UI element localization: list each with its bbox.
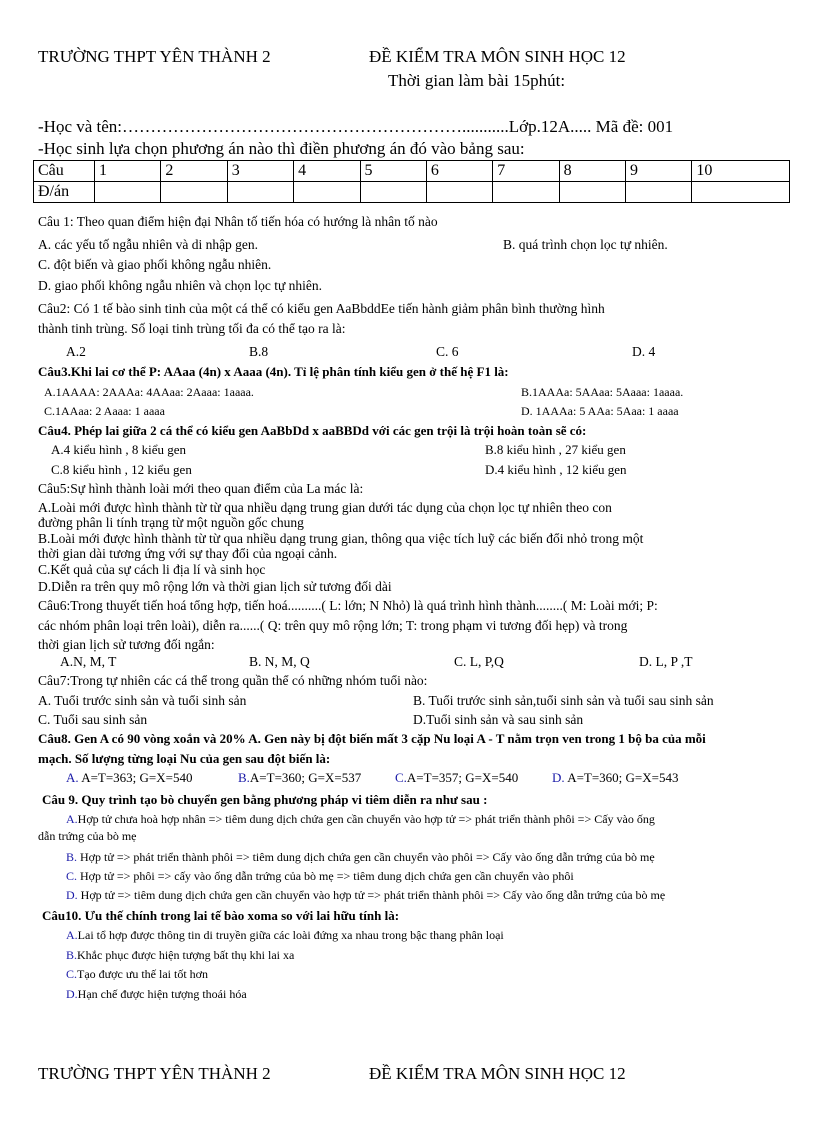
q7-option-c: C. Tuổi sau sinh sản bbox=[38, 712, 148, 727]
q9-option-b bbox=[66, 850, 655, 865]
answer-table bbox=[33, 160, 790, 203]
answer-cell[interactable] bbox=[95, 182, 161, 203]
q8-stem-line1: Câu8. Gen A có 90 vòng xoắn và 20% A. Gen này bị đột biến mất 3 cặp Nu loại A - T nằm trọn ven trong 1 bộ ba của mỗi bbox=[38, 731, 706, 746]
q4-option-b: B.8 kiểu hình , 27 kiểu gen bbox=[485, 442, 626, 457]
question-number: 4 bbox=[294, 161, 360, 182]
option-key: D. bbox=[66, 987, 78, 1001]
q6-option-d: D. L, P ,T bbox=[639, 654, 693, 669]
option-text: Hợp tử => tiêm dung dịch chứa gen cần chuyển vào hợp tử => phát triển thành phôi => Cấy vào ống dẫn trứng của bò mẹ bbox=[80, 888, 666, 902]
option-key: A. bbox=[66, 770, 79, 785]
q1-option-a: A. các yếu tố ngẫu nhiên và di nhập gen. bbox=[38, 237, 259, 252]
option-key: B. bbox=[66, 948, 78, 962]
question-number: 6 bbox=[426, 161, 492, 182]
q2-option-b: B.8 bbox=[249, 344, 269, 359]
option-key: B. bbox=[66, 850, 78, 864]
q9-option-d bbox=[66, 888, 665, 903]
question-number: 8 bbox=[559, 161, 625, 182]
q9-option-c bbox=[66, 869, 574, 884]
q8-option-c bbox=[395, 770, 518, 786]
option-key: C. bbox=[66, 967, 78, 981]
option-text: Lai tổ hợp được thông tin di truyền giữa các loài đứng xa nhau trong bậc thang phân loại bbox=[77, 928, 504, 942]
exam-title: ĐỀ KIỂM TRA MÔN SINH HỌC 12 bbox=[369, 47, 626, 66]
row-header: Câu bbox=[34, 161, 95, 182]
q3-option-c: C.1AAaa: 2 Aaaa: 1 aaaa bbox=[44, 404, 165, 418]
footer-exam-title: ĐỀ KIỂM TRA MÔN SINH HỌC 12 bbox=[369, 1064, 626, 1083]
table-row bbox=[34, 182, 790, 203]
q3-option-d: D. 1AAAa: 5 AAa: 5Aaa: 1 aaaa bbox=[521, 404, 679, 418]
q1-option-d: D. giao phối không ngẫu nhiên và chọn lọc tự nhiên. bbox=[38, 278, 323, 293]
q5-option-a-line2: đường phân li tính trạng từ một nguồn gốc chung bbox=[38, 515, 304, 530]
q9-option-a-line1 bbox=[66, 812, 655, 827]
q10-stem: Câu10. Ưu thế chính trong lai tế bào xoma so với lai hữu tính là: bbox=[42, 908, 400, 923]
answer-cell[interactable] bbox=[360, 182, 426, 203]
question-number: 9 bbox=[626, 161, 692, 182]
q7-stem: Câu7:Trong tự nhiên các cá thể trong quần thể có những nhóm tuổi nào: bbox=[38, 673, 428, 688]
answer-cell[interactable] bbox=[161, 182, 227, 203]
q5-option-c: C.Kết quả của sự cách li địa lí và sinh học bbox=[38, 562, 266, 577]
question-number: 2 bbox=[161, 161, 227, 182]
option-text: Hợp tử chưa hoà hợp nhân => tiêm dung dịch chứa gen cần chuyển vào hợp tử => phát triển thành phôi => Cấy vào ống bbox=[77, 812, 655, 826]
q1-option-b: B. quá trình chọn lọc tự nhiên. bbox=[503, 237, 668, 252]
answer-cell[interactable] bbox=[559, 182, 625, 203]
school-name: TRƯỜNG THPT YÊN THÀNH 2 bbox=[38, 47, 271, 66]
option-text: Hợp tử => phát triển thành phôi => tiêm dung dịch chứa gen cần chuyển vào phôi => Cấy vào ống dẫn trứng của bò mẹ bbox=[80, 850, 655, 864]
q5-option-d: D.Diễn ra trên quy mô rộng lớn và thời gian lịch sử tương đối dài bbox=[38, 579, 392, 594]
q8-option-b bbox=[238, 770, 361, 786]
q5-option-b-line1: B.Loài mới được hình thành từ từ qua nhiều dạng trung gian, thông qua việc tích luỹ các biến đổi nhỏ trong một bbox=[38, 531, 644, 546]
q6-stem-line3: thời gian lịch sử tương đối ngắn: bbox=[38, 637, 215, 652]
q3-option-a: A.1AAAA: 2AAAa: 4AAaa: 2Aaaa: 1aaaa. bbox=[44, 385, 254, 399]
question-number: 7 bbox=[493, 161, 559, 182]
q4-stem: Câu4. Phép lai giữa 2 cá thể có kiểu gen AaBbDd x aaBBDd với các gen trội là trội hoàn toàn sẽ có: bbox=[38, 423, 587, 438]
answer-cell[interactable] bbox=[493, 182, 559, 203]
option-text: A=T=363; G=X=540 bbox=[81, 770, 193, 785]
option-text: A=T=360; G=X=543 bbox=[567, 770, 679, 785]
q5-option-a-line1: A.Loài mới được hình thành từ từ qua nhiều dạng trung gian dưới tác dụng của chọn lọc tự nhiên theo con bbox=[38, 500, 612, 515]
q7-option-b: B. Tuổi trước sinh sản,tuổi sinh sản và tuổi sau sinh sản bbox=[413, 693, 714, 708]
question-number: 10 bbox=[692, 161, 790, 182]
student-name-line: -Học và tên:……………………………………………………...........Lớp.12A..... Mã đề: 001 bbox=[38, 117, 674, 136]
option-key: A. bbox=[66, 812, 78, 826]
question-number: 3 bbox=[227, 161, 293, 182]
q3-stem: Câu3.Khi lai cơ thể P: AAaa (4n) x Aaaa (4n). Tỉ lệ phân tính kiểu gen ở thế hệ F1 là: bbox=[38, 364, 509, 379]
option-text: Hợp tử => phôi => cấy vào ống dẫn trứng của bò mẹ => tiêm dung dịch chứa gen cần chuyển vào phôi bbox=[80, 869, 574, 883]
q7-option-d: D.Tuổi sinh sản và sau sinh sản bbox=[413, 712, 584, 727]
option-text: Khắc phục được hiện tượng bất thụ khi lai xa bbox=[77, 948, 295, 962]
q2-option-d: D. 4 bbox=[632, 344, 656, 359]
instruction: -Học sinh lựa chọn phương án nào thì điền phương án đó vào bảng sau: bbox=[38, 139, 525, 158]
q9-option-a-line2: dẫn trứng của bò mẹ bbox=[38, 829, 137, 843]
option-key: D. bbox=[66, 888, 78, 902]
q2-stem-line2: thành tinh trùng. Số loại tinh trùng tối đa có thể tạo ra là: bbox=[38, 321, 346, 336]
q3-option-b: B.1AAAa: 5AAaa: 5Aaaa: 1aaaa. bbox=[521, 385, 684, 399]
q6-stem-line2: các nhóm phân loại trên loài), diễn ra......( Q: trên quy mô rộng lớn; T: trong phạm vi tương đối hẹp) và trong bbox=[38, 618, 628, 633]
option-key: B. bbox=[238, 770, 250, 785]
q4-option-c: C.8 kiểu hình , 12 kiểu gen bbox=[51, 462, 192, 477]
option-text: Tạo được ưu thế lai tốt hơn bbox=[77, 967, 209, 981]
q2-stem-line1: Câu2: Có 1 tế bào sinh tinh của một cá thể có kiểu gen AaBbddEe tiến hành giảm phân bình thường hình bbox=[38, 301, 605, 316]
answer-cell[interactable] bbox=[626, 182, 692, 203]
q8-option-d bbox=[552, 770, 678, 786]
q8-option-a bbox=[66, 770, 192, 786]
q5-option-b-line2: thời gian dài tương ứng với sự thay đổi của ngoại cảnh. bbox=[38, 546, 338, 561]
answer-cell[interactable] bbox=[426, 182, 492, 203]
exam-time: Thời gian làm bài 15phút: bbox=[388, 71, 566, 90]
q10-option-b bbox=[66, 948, 294, 963]
q6-option-c: C. L, P,Q bbox=[454, 654, 504, 669]
option-key: D. bbox=[552, 770, 565, 785]
q10-option-d bbox=[66, 987, 247, 1002]
q9-stem: Câu 9. Quy trình tạo bò chuyển gen bằng phương pháp vi tiêm diễn ra như sau : bbox=[42, 792, 488, 807]
q1-stem: Câu 1: Theo quan điểm hiện đại Nhân tố tiến hóa có hướng là nhân tố nào bbox=[38, 214, 438, 229]
q4-option-d: D.4 kiểu hình , 12 kiểu gen bbox=[485, 462, 627, 477]
q6-option-b: B. N, M, Q bbox=[249, 654, 310, 669]
option-key: C. bbox=[395, 770, 407, 785]
q1-option-c: C. đột biến và giao phối không ngẫu nhiên. bbox=[38, 257, 272, 272]
option-key: A. bbox=[66, 928, 78, 942]
q5-stem: Câu5:Sự hình thành loài mới theo quan điểm của La mác là: bbox=[38, 481, 364, 496]
option-text: A=T=357; G=X=540 bbox=[406, 770, 519, 785]
option-text: Hạn chế được hiện tượng thoái hóa bbox=[77, 987, 247, 1001]
q10-option-c bbox=[66, 967, 208, 982]
q7-option-a: A. Tuổi trước sinh sản và tuổi sinh sản bbox=[38, 693, 247, 708]
option-key: C. bbox=[66, 869, 78, 883]
q6-option-a: A.N, M, T bbox=[60, 654, 117, 669]
q10-option-a bbox=[66, 928, 504, 943]
answer-cell[interactable] bbox=[227, 182, 293, 203]
answer-cell[interactable] bbox=[692, 182, 790, 203]
q2-option-a: A.2 bbox=[66, 344, 86, 359]
row-header: Đ/án bbox=[34, 182, 95, 203]
question-number: 1 bbox=[95, 161, 161, 182]
option-text: A=T=360; G=X=537 bbox=[249, 770, 362, 785]
footer-school-name: TRƯỜNG THPT YÊN THÀNH 2 bbox=[38, 1064, 271, 1083]
q6-stem-line1: Câu6:Trong thuyết tiến hoá tổng hợp, tiến hoá..........( L: lớn; N Nhỏ) là quá trình hình thành........( M: Loài mới; P: bbox=[38, 598, 658, 613]
answer-cell[interactable] bbox=[294, 182, 360, 203]
q8-stem-line2: mạch. Số lượng từng loại Nu của gen sau đột biến là: bbox=[38, 751, 331, 766]
table-row bbox=[34, 161, 790, 182]
question-number: 5 bbox=[360, 161, 426, 182]
q4-option-a: A.4 kiểu hình , 8 kiểu gen bbox=[51, 442, 187, 457]
q2-option-c: C. 6 bbox=[436, 344, 459, 359]
